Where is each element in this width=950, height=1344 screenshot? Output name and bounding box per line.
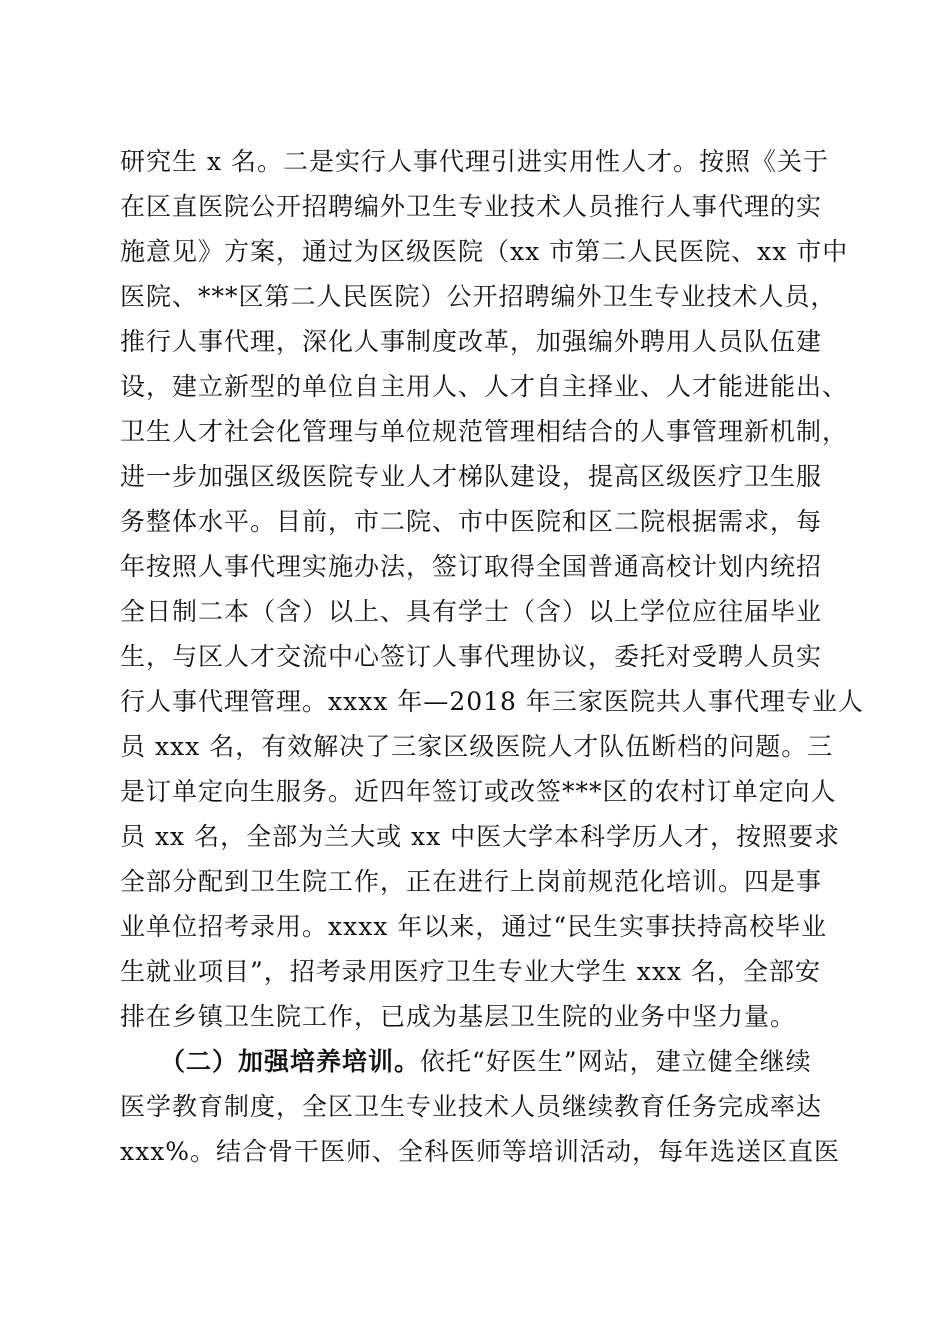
body-text-line: 施意见》方案，通过为区级医院（xx 市第二人民医院、xx 市中 — [120, 237, 849, 266]
body-text-line: 务整体水平。目前，市二院、市中医院和区二院根据需求，每 — [120, 507, 823, 536]
body-text-line: 医院、***区第二人民医院）公开招聘编外卫生专业技术人员， — [120, 282, 837, 311]
body-text-line: 卫生人才社会化管理与单位规范管理相结合的人事管理新机制， — [120, 417, 849, 446]
body-text-line: 推行人事代理，深化人事制度改革，加强编外聘用人员队伍建 — [120, 327, 823, 356]
section-two-lead-text: 依托“好医生”网站，建立健全继续 — [420, 1047, 812, 1076]
body-text-line: 全部分配到卫生院工作，正在进行上岗前规范化培训。四是事 — [120, 867, 823, 896]
body-text-line: 在区直医院公开招聘编外卫生专业技术人员推行人事代理的实 — [120, 192, 823, 221]
body-text-line: 生就业项目”，招考录用医疗卫生专业大学生 xxx 名，全部安 — [120, 957, 821, 986]
body-text-line: 研究生 x 名。二是实行人事代理引进实用性人才。按照《关于 — [120, 147, 829, 176]
body-text-line: 员 xxx 名，有效解决了三家区级医院人才队伍断档的问题。三 — [120, 732, 834, 761]
section-two-first-line — [160, 1040, 830, 1084]
body-text-line: 行人事代理管理。xxxx 年—2018 年三家医院共人事代理专业人 — [120, 687, 864, 716]
body-text-line: 是订单定向生服务。近四年签订或改签***区的农村订单定向人 — [120, 777, 837, 806]
body-text-line: xxx%。结合骨干医师、全科医师等培训活动，每年选送区直医 — [120, 1137, 841, 1166]
body-text-line: 年按照人事代理实施办法，签订取得全国普通高校计划内统招 — [120, 552, 823, 581]
body-text-line: 业单位招考录用。xxxx 年以来，通过“民生实事扶持高校毕业 — [120, 912, 828, 941]
body-text-line: 排在乡镇卫生院工作，已成为基层卫生院的业务中坚力量。 — [120, 1002, 797, 1031]
section-two-heading: （二）加强培养培训。 — [160, 1047, 421, 1076]
body-text-line: 设，建立新型的单位自主用人、人才自主择业、人才能进能出、 — [120, 372, 849, 401]
body-text-line: 全日制二本（含）以上、具有学士（含）以上学位应往届毕业 — [120, 597, 823, 626]
body-text-line: 员 xx 名，全部为兰大或 xx 中医大学本科学历人才，按照要求 — [120, 822, 841, 851]
body-text-line: 进一步加强区级医院专业人才梯队建设，提高区级医疗卫生服 — [120, 462, 823, 491]
body-text-line: 生，与区人才交流中心签订人事代理协议，委托对受聘人员实 — [120, 642, 823, 671]
body-text-line: 医学教育制度，全区卫生专业技术人员继续教育任务完成率达 — [120, 1092, 823, 1121]
